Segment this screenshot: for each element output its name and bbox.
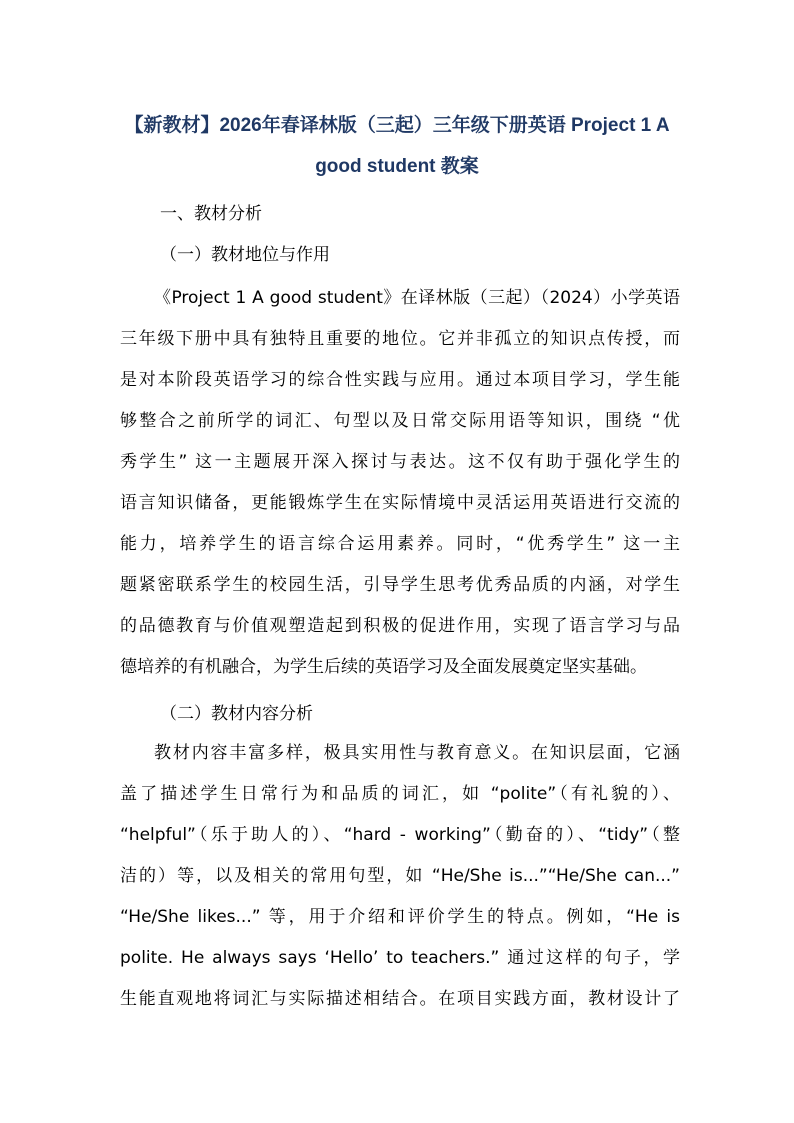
paragraph-line: 语言知识储备，更能锻炼学生在实际情境中灵活运用英语进行交流的 [120,493,680,513]
paragraph-line: 是对本阶段英语学习的综合性实践与应用。通过本项目学习，学生能 [120,370,680,390]
paragraph-status-role [120,278,680,688]
paragraph-line: 题紧密联系学生的校园生活，引导学生思考优秀品质的内涵，对学生 [120,575,680,595]
paragraph-content-analysis [120,733,680,1020]
paragraph-line: 教材内容丰富多样，极具实用性与教育意义。在知识层面，它涵 [154,743,680,763]
section-heading-textbook-analysis: 一、教材分析 [160,204,262,224]
paragraph-line: 的品德教育与价值观塑造起到积极的促进作用，实现了语言学习与品 [120,616,680,636]
subsection-heading-status-role: （一）教材地位与作用 [160,245,330,265]
paragraph-line: 秀学生” 这一主题展开深入探讨与表达。这不仅有助于强化学生的 [120,452,680,472]
paragraph-line: “helpful”（乐于助人的）、“hard - working”（勤奋的）、“tidy”（整 [120,825,680,845]
paragraph-line: 生能直观地将词汇与实际描述相结合。在项目实践方面，教材设计了 [120,989,680,1009]
paragraph-line: 够整合之前所学的词汇、句型以及日常交际用语等知识，围绕 “优 [120,411,680,431]
subsection-heading-content-analysis: （二）教材内容分析 [160,704,313,724]
paragraph-line: 三年级下册中具有独特且重要的地位。它并非孤立的知识点传授，而 [120,329,680,349]
paragraph-line: 《Project 1 A good student》在译林版（三起）（2024）小学英语 [154,288,680,308]
paragraph-line: “He/She likes...” 等，用于介绍和评价学生的特点。例如，“He is [120,907,680,927]
paragraph-line: 德培养的有机融合，为学生后续的英语学习及全面发展奠定坚实基础。 [120,657,647,677]
paragraph-line: 能力，培养学生的语言综合运用素养。同时，“优秀学生” 这一主 [120,534,680,554]
paragraph-line: 洁的）等，以及相关的常用句型，如 “He/She is...”“He/She can...” [120,866,680,886]
paragraph-line: polite. He always says ‘Hello’ to teachers.” 通过这样的句子，学 [120,948,680,968]
paragraph-line: 盖了描述学生日常行为和品质的词汇，如 “polite”（有礼貌的）、 [120,784,680,804]
document-title-line-2: good student 教案 [315,156,479,177]
document-title-line-1: 【新教材】2026年春译林版（三起）三年级下册英语 Project 1 A [124,115,670,136]
